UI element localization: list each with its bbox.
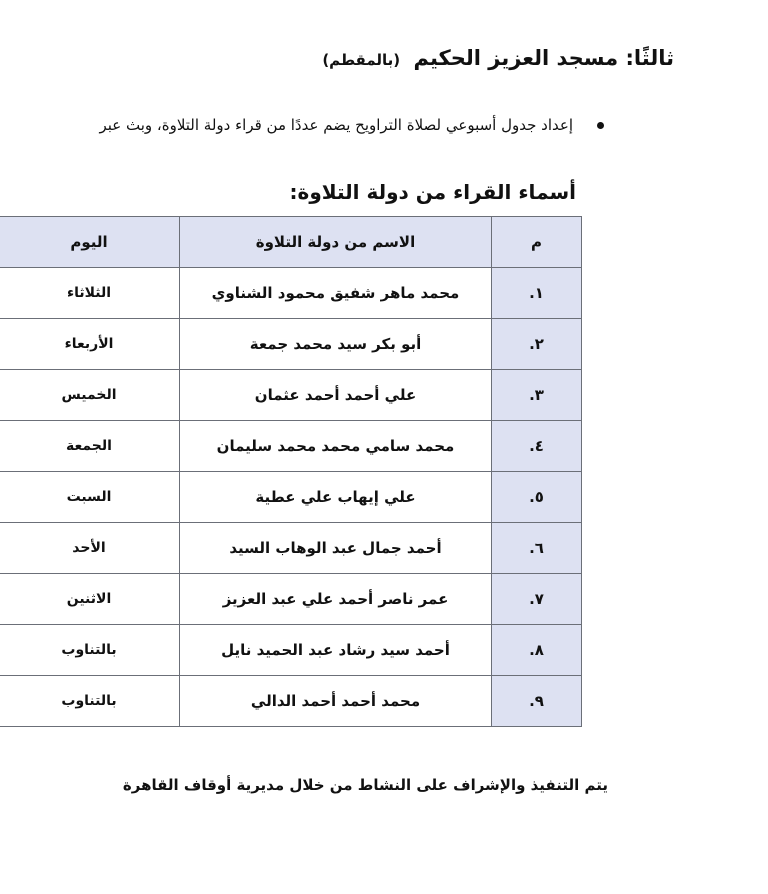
row-num: ٧. bbox=[492, 574, 582, 625]
bullet-item bbox=[99, 116, 604, 134]
readers-table-container bbox=[0, 216, 581, 727]
row-name: أبو بكر سيد محمد جمعة bbox=[180, 319, 492, 370]
row-num: ٢. bbox=[492, 319, 582, 370]
table-row bbox=[0, 421, 582, 472]
row-name: محمد أحمد أحمد الدالي bbox=[180, 676, 492, 727]
table-row bbox=[0, 268, 582, 319]
row-day: الجمعة bbox=[0, 421, 180, 472]
row-name: أحمد جمال عبد الوهاب السيد bbox=[180, 523, 492, 574]
table-row bbox=[0, 472, 582, 523]
row-num: ٦. bbox=[492, 523, 582, 574]
readers-subheading: أسماء القراء من دولة التلاوة: bbox=[289, 180, 576, 204]
bullet-text: إعداد جدول أسبوعي لصلاة التراويح يضم عددًا من قراء دولة التلاوة، وبث عبر bbox=[99, 116, 573, 134]
row-day: السبت bbox=[0, 472, 180, 523]
row-num: ٤. bbox=[492, 421, 582, 472]
row-name: علي أحمد أحمد عثمان bbox=[180, 370, 492, 421]
header-num: م bbox=[492, 217, 582, 268]
table-row bbox=[0, 523, 582, 574]
table-row bbox=[0, 625, 582, 676]
footer-note: يتم التنفيذ والإشراف على النشاط من خلال مديرية أوقاف القاهرة bbox=[122, 776, 608, 794]
readers-table bbox=[0, 216, 582, 727]
section-heading bbox=[322, 46, 674, 70]
heading-location: (بالمقطم) bbox=[322, 51, 401, 69]
row-name: عمر ناصر أحمد علي عبد العزيز bbox=[180, 574, 492, 625]
row-day: الأحد bbox=[0, 523, 180, 574]
heading-main: ثالثًا: مسجد العزيز الحكيم bbox=[413, 46, 674, 70]
row-day: الثلاثاء bbox=[0, 268, 180, 319]
table-row bbox=[0, 676, 582, 727]
row-day: بالتناوب bbox=[0, 625, 180, 676]
row-day: بالتناوب bbox=[0, 676, 180, 727]
row-day: الخميس bbox=[0, 370, 180, 421]
table-row bbox=[0, 319, 582, 370]
row-day: الاثنين bbox=[0, 574, 180, 625]
bullet-dot-icon bbox=[597, 122, 604, 129]
row-num: ٨. bbox=[492, 625, 582, 676]
bullet-container bbox=[0, 110, 640, 146]
table-row bbox=[0, 574, 582, 625]
row-name: محمد سامي محمد محمد سليمان bbox=[180, 421, 492, 472]
row-name: أحمد سيد رشاد عبد الحميد نايل bbox=[180, 625, 492, 676]
row-num: ١. bbox=[492, 268, 582, 319]
table-header-row bbox=[0, 217, 582, 268]
row-name: علي إيهاب علي عطية bbox=[180, 472, 492, 523]
row-name: محمد ماهر شفيق محمود الشناوي bbox=[180, 268, 492, 319]
row-num: ٩. bbox=[492, 676, 582, 727]
row-num: ٥. bbox=[492, 472, 582, 523]
header-name: الاسم من دولة التلاوة bbox=[180, 217, 492, 268]
row-num: ٣. bbox=[492, 370, 582, 421]
header-day: اليوم bbox=[0, 217, 180, 268]
row-day: الأربعاء bbox=[0, 319, 180, 370]
table-row bbox=[0, 370, 582, 421]
